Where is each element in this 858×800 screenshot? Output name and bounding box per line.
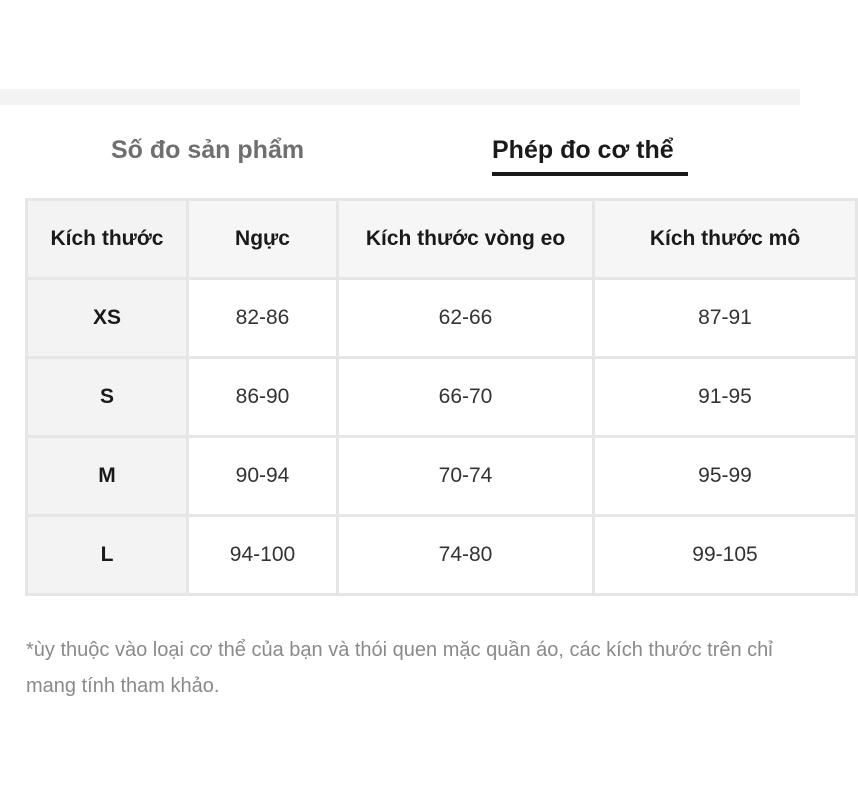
chest-value: 90-94 [188,437,338,516]
table-row [27,279,857,358]
size-label: M [27,437,188,516]
table-row [27,516,857,595]
tab-body-measurements[interactable]: Phép đo cơ thể [492,136,674,164]
size-label: XS [27,279,188,358]
top-divider-band [0,89,800,105]
active-tab-underline [492,172,688,176]
hip-value: 87-91 [594,279,857,358]
hip-value: 95-99 [594,437,857,516]
tab-product-measurements[interactable]: Số đo sản phẩm [111,136,305,164]
waist-value: 70-74 [338,437,594,516]
chest-value: 82-86 [188,279,338,358]
hip-value: 91-95 [594,358,857,437]
chest-value: 94-100 [188,516,338,595]
size-table-scroll-area[interactable] [25,198,801,610]
size-label: L [27,516,188,595]
header-chest: Ngực [188,200,338,279]
header-waist: Kích thước vòng eo [338,200,594,279]
table-row [27,358,857,437]
chest-value: 86-90 [188,358,338,437]
header-hip: Kích thước mô [594,200,857,279]
waist-value: 62-66 [338,279,594,358]
table-row [27,437,857,516]
waist-value: 66-70 [338,358,594,437]
waist-value: 74-80 [338,516,594,595]
size-table [25,198,858,596]
size-label: S [27,358,188,437]
table-header-row [27,200,857,279]
header-size: Kích thước [27,200,188,279]
size-disclaimer-note: *ùy thuộc vào loại cơ thể của bạn và thói quen mặc quần áo, các kích thước trên chỉ mang tính tham khảo. [26,639,773,697]
hip-value: 99-105 [594,516,857,595]
